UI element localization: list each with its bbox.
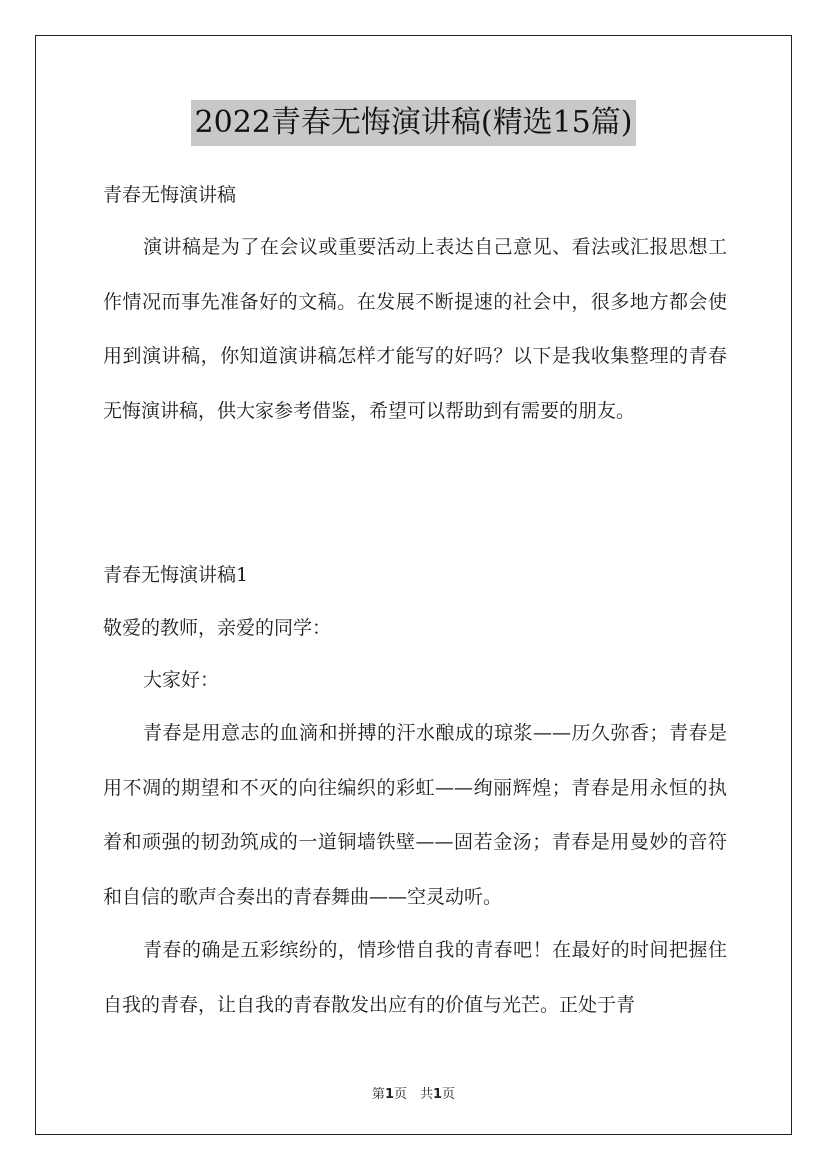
greeting: 大家好： xyxy=(143,669,220,691)
intro-paragraph: 演讲稿是为了在会议或重要活动上表达自己意见、看法或汇报思想工作情况而事先准备好的文稿。在发展不断提速的社会中，很多地方都会使用到演讲稿，你知道演讲稿怎样才能写的好吗？以下是我收集整理的青春无悔演讲稿，供大家参考借鉴，希望可以帮助到有需要的朋友。 xyxy=(103,236,727,423)
document-title: 2022青春无悔演讲稿(精选15篇) xyxy=(191,100,637,146)
paragraph-1: 青春是用意志的血滴和拼搏的汗水酿成的琼浆——历久弥香；青春是用不凋的期望和不灭的向往编织的彩虹——绚丽辉煌；青春是用永恒的执着和顽强的韧劲筑成的一道铜墙铁壁——固若金汤；青春是用曼妙的音符和自信的歌声合奏出的青春舞曲——空灵动听。 xyxy=(103,722,727,909)
title-container xyxy=(0,100,827,146)
footer-page-current: 1 xyxy=(384,1087,394,1102)
speech-heading: 青春无悔演讲稿1 xyxy=(103,564,249,586)
paragraph-2: 青春的确是五彩缤纷的，情珍惜自我的青春吧！在最好的时间把握住自我的青春，让自我的青春散发出应有的价值与光芒。正处于青 xyxy=(103,939,727,1016)
footer-suffix: 页 xyxy=(442,1087,456,1102)
footer-prefix: 第 xyxy=(371,1087,385,1102)
section-heading: 青春无悔演讲稿 xyxy=(103,184,237,206)
footer-page-total: 1 xyxy=(433,1087,443,1102)
footer-mid: 页 共 xyxy=(393,1087,433,1102)
page-footer xyxy=(0,1083,827,1102)
salutation: 敬爱的教师，亲爱的同学： xyxy=(103,617,332,639)
